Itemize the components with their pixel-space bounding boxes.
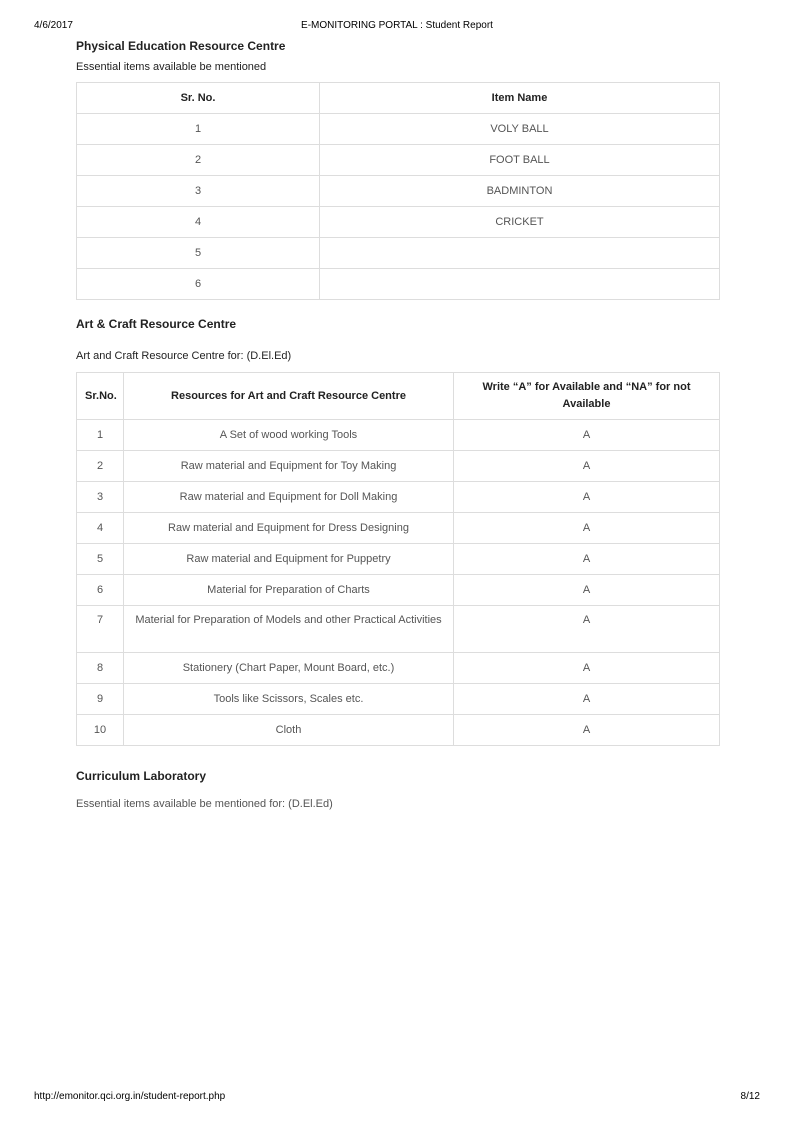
sr-no-cell: 3 [77, 176, 320, 207]
sr-no-cell: 2 [77, 451, 124, 482]
availability-cell: A [454, 606, 720, 653]
resource-cell: Raw material and Equipment for Toy Making [124, 451, 454, 482]
sr-no-cell: 2 [77, 145, 320, 176]
availability-cell: A [454, 513, 720, 544]
availability-cell: A [454, 482, 720, 513]
physical-education-subtitle: Essential items available be mentioned [76, 61, 267, 73]
curriculum-lab-title: Curriculum Laboratory [76, 769, 207, 783]
availability-cell: A [454, 575, 720, 606]
table-row [77, 269, 720, 300]
resource-cell: A Set of wood working Tools [124, 420, 454, 451]
table-row [77, 145, 720, 176]
resource-cell: Stationery (Chart Paper, Mount Board, etc.) [124, 653, 454, 684]
availability-cell: A [454, 544, 720, 575]
table-row [77, 176, 720, 207]
table-row [77, 420, 720, 451]
sr-no-cell: 1 [77, 114, 320, 145]
item-name-cell: BADMINTON [320, 176, 720, 207]
availability-cell: A [454, 715, 720, 746]
resource-cell: Cloth [124, 715, 454, 746]
sr-no-cell: 3 [77, 482, 124, 513]
art-craft-table [76, 372, 720, 746]
sr-no-cell: 9 [77, 684, 124, 715]
availability-cell: A [454, 684, 720, 715]
resource-cell: Raw material and Equipment for Doll Making [124, 482, 454, 513]
resource-cell: Raw material and Equipment for Dress Designing [124, 513, 454, 544]
resource-cell: Raw material and Equipment for Puppetry [124, 544, 454, 575]
art-craft-title: Art & Craft Resource Centre [76, 317, 237, 331]
availability-cell: A [454, 420, 720, 451]
table-row [77, 715, 720, 746]
item-name-cell: CRICKET [320, 207, 720, 238]
column-header-sr-no: Sr. No. [77, 83, 320, 114]
sr-no-cell: 6 [77, 269, 320, 300]
print-header [34, 20, 760, 34]
page-number: 8/12 [740, 1091, 760, 1102]
table-row [77, 238, 720, 269]
table-row [77, 482, 720, 513]
art-craft-subtitle: Art and Craft Resource Centre for: (D.El.Ed) [76, 350, 292, 362]
item-name-cell: FOOT BALL [320, 145, 720, 176]
sr-no-cell: 5 [77, 238, 320, 269]
table-row [77, 544, 720, 575]
table-row [77, 575, 720, 606]
availability-cell: A [454, 451, 720, 482]
item-name-cell [320, 238, 720, 269]
resource-cell: Tools like Scissors, Scales etc. [124, 684, 454, 715]
table-row [77, 451, 720, 482]
availability-cell: A [454, 653, 720, 684]
physical-education-table [76, 82, 720, 300]
table-header-row [77, 373, 720, 420]
report-content [76, 38, 719, 811]
curriculum-lab-subtitle: Essential items available be mentioned for: (D.El.Ed) [76, 798, 333, 810]
resource-cell: Material for Preparation of Charts [124, 575, 454, 606]
sr-no-cell: 7 [77, 606, 124, 653]
table-row [77, 653, 720, 684]
table-row [77, 684, 720, 715]
table-header-row [77, 83, 720, 114]
sr-no-cell: 5 [77, 544, 124, 575]
print-title: E-MONITORING PORTAL : Student Report [301, 20, 493, 31]
physical-education-title: Physical Education Resource Centre [76, 39, 286, 53]
table-row [77, 114, 720, 145]
column-header-item-name: Item Name [320, 83, 720, 114]
table-row [77, 513, 720, 544]
resource-cell: Material for Preparation of Models and other Practical Activities [124, 606, 454, 653]
item-name-cell: VOLY BALL [320, 114, 720, 145]
column-header-sr-no: Sr.No. [77, 373, 124, 420]
sr-no-cell: 6 [77, 575, 124, 606]
print-date: 4/6/2017 [34, 20, 73, 31]
table-row [77, 207, 720, 238]
column-header-resources: Resources for Art and Craft Resource Centre [124, 373, 454, 420]
print-url: http://emonitor.qci.org.in/student-report.php [34, 1091, 226, 1102]
sr-no-cell: 4 [77, 207, 320, 238]
print-footer [34, 1091, 760, 1105]
sr-no-cell: 1 [77, 420, 124, 451]
sr-no-cell: 4 [77, 513, 124, 544]
sr-no-cell: 8 [77, 653, 124, 684]
column-header-availability: Write “A” for Available and “NA” for not Available [454, 373, 720, 420]
item-name-cell [320, 269, 720, 300]
table-row [77, 606, 720, 653]
sr-no-cell: 10 [77, 715, 124, 746]
